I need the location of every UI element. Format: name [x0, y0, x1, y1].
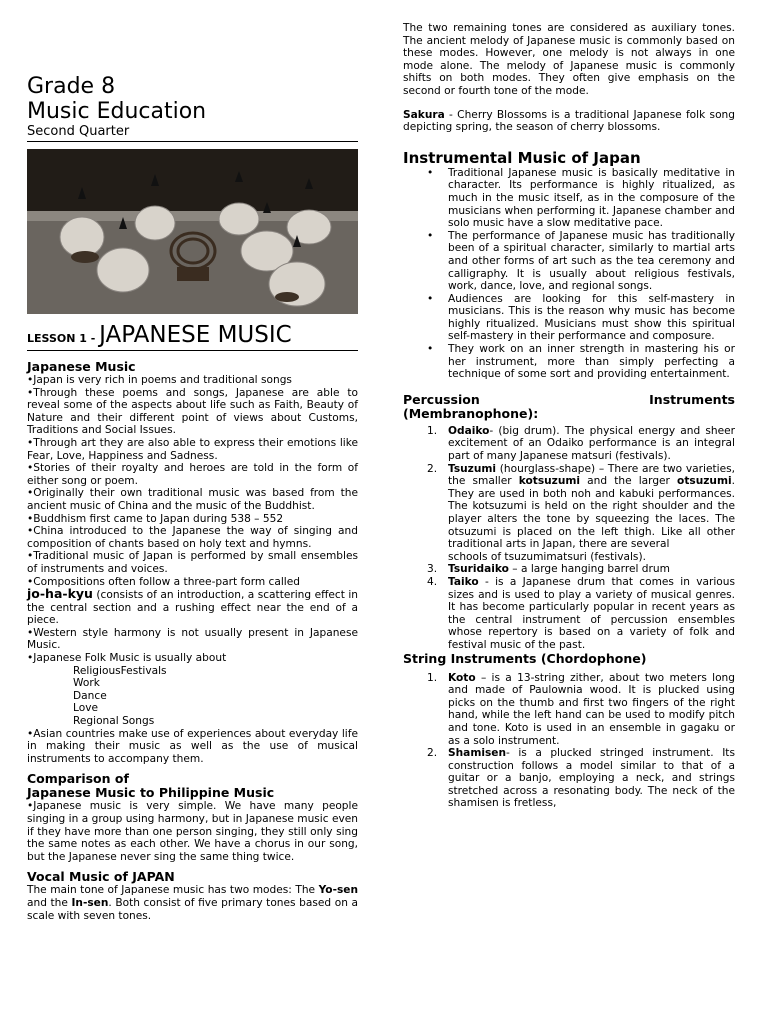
lesson-title: JAPANESE MUSIC	[99, 322, 292, 348]
text: Percussion	[403, 391, 480, 407]
paragraph	[27, 884, 358, 922]
paragraph: •Compositions often follow a three-part form called	[27, 575, 300, 588]
string-heading: String Instruments (Chordophone)	[403, 650, 647, 666]
paragraph	[27, 588, 358, 627]
japanese-music-heading: Japanese Music	[27, 359, 136, 374]
comparison-heading: Japanese Music to Philippine Music	[27, 785, 275, 801]
paragraph: The two remaining tones are considered as auxiliary tones. The ancient melody of Japanese music is commonly based on these modes. However, one melody is not always in one mode alone. The melody of Japanese music is commonly shifts on both modes. They often give emphasis on the second or fourth tone of the mode.	[403, 22, 735, 97]
text: . Both consist of five primary tones based on a scale with seven tones.	[27, 896, 358, 922]
text: . They are used in both noh and kabuki performances. The kotsuzumi is held on the right shoulder and the player alters the tone by squeezing the laces. The otsuzumi is placed on the left thigh. Like all other traditional arts in Japan, there are several	[448, 475, 735, 551]
list-item: • The performance of Japanese music has traditionally been of a spiritual character, similarly to martial arts and other forms of art such as the tea ceremony and calligraphy. It is usually about religious festivals, work, dance, love, and regional songs.	[448, 230, 735, 293]
percussion-list	[403, 425, 735, 652]
text: and the larger	[580, 475, 678, 488]
list-item	[427, 671, 735, 748]
term: Shamisen	[448, 747, 507, 760]
list-item: Dance	[73, 689, 107, 702]
list-item: • Traditional Japanese music is basically meditative in character. Its performance is highly ritualized, as much in the music itself, as in the composure of the musicians when performing it. Japanese chamber and solo music have a slow meditative pace.	[448, 167, 735, 230]
in-sen-term: In-sen	[71, 896, 109, 909]
paragraph: •Buddhism first came to Japan during 538 – 552	[27, 512, 284, 525]
percussion-subheading: (Membranophone):	[403, 405, 539, 421]
number: 3.	[427, 563, 438, 576]
term: Odaiko	[448, 424, 490, 437]
text: - is a plucked stringed instrument. Its construction follows a model similar to that of a guitar or a banjo, employing a neck, and strings stretched across a resonating body. The neck of the shamisen is fretless,	[448, 747, 735, 810]
list-item: • They work on an inner strength in mastering his or her instrument, more than simply perfecting a technique of some sort and providing entertainment.	[448, 343, 735, 381]
paragraph	[403, 109, 735, 134]
paragraph: •Through art they are also able to express their emotions like Fear, Love, Happiness and Sadness.	[27, 436, 358, 462]
term: Tsuridaiko	[448, 563, 509, 576]
gagaku-performance-photo	[27, 149, 358, 314]
number: 2.	[427, 747, 438, 760]
percussion-heading	[403, 393, 735, 407]
jo-ha-kyu-term: jo-ha-kyu	[27, 586, 93, 602]
jo-ha-kyu-text: (consists of an introduction, a scattering effect in the central section and a rushing effect near the end of a piece.	[27, 589, 358, 627]
text: (hourglass-shape) – There are two varieties, the smaller	[448, 462, 735, 488]
paragraph: •Originally their own traditional music was based from the ancient music of China and the music of the Buddhist.	[27, 487, 358, 512]
paragraph: •Stories of their royalty and heroes are told in the form of either song or poem.	[27, 462, 358, 487]
paragraph: •Japanese music is very simple. We have many people singing in a group using harmony, but in Japanese music even if they have more than one person singing, they still only sing the same notes as each other. We have a chorus in our song, but the Japanese never sing the same thing twice.	[27, 800, 358, 863]
folk-topics-list	[73, 665, 358, 728]
list-item: Love	[73, 702, 98, 715]
text: - is a Japanese drum that comes in various sizes and is used to play a variety of musical genres. It has become particularly popular in recent years as the central instrument of percussion ensembles whose repertory is based on a variety of folk and festival music of the past.	[448, 575, 735, 651]
text: Instruments	[649, 391, 735, 407]
vocal-heading: Vocal Music of JAPAN	[27, 869, 175, 885]
text: schools of tsuzumimatsuri (festivals).	[448, 550, 646, 563]
paragraph: •Through these poems and songs, Japanese are able to reveal some of the aspects about life such as Faith, Beauty of Nature and their different point of views about Customs, Traditions and Social Issues.	[27, 386, 358, 437]
lesson-prefix: LESSON 1 -	[27, 332, 100, 345]
paragraph: •Japan is very rich in poems and traditional songs	[27, 374, 292, 386]
term: Taiko	[448, 575, 479, 588]
paragraph: •China introduced to the Japanese the way of singing and composition of chants based on holy text and hymns.	[27, 525, 358, 550]
text: - Cherry Blossoms is a traditional Japanese folk song depicting spring, the season of cherry blossoms.	[403, 108, 735, 134]
list-item	[427, 747, 735, 810]
paragraph: •Western style harmony is not usually present in Japanese Music.	[27, 626, 358, 652]
text: – a large hanging barrel drum	[508, 563, 670, 576]
instrumental-heading: Instrumental Music of Japan	[403, 148, 641, 167]
list-item: Regional Songs	[73, 715, 155, 728]
lesson-heading	[27, 322, 358, 351]
text: - (big drum). The physical energy and sheer excitement of an Odaiko performance is an integral part of many Japanese matsuri (festivals).	[448, 424, 735, 463]
sakura-term: Sakura	[403, 108, 445, 121]
paragraph: •Japanese Folk Music is usually about	[27, 652, 227, 665]
comparison-heading: Comparison of	[27, 771, 129, 787]
number: 2.	[427, 462, 438, 475]
number: 4.	[427, 575, 438, 588]
instrumental-list	[403, 167, 735, 381]
text: and the	[27, 896, 72, 909]
term: Tsuzumi	[448, 462, 497, 475]
right-column	[403, 0, 735, 810]
list-item	[427, 563, 735, 576]
term: otsuzumi	[677, 475, 732, 488]
list-item	[427, 575, 735, 652]
number: 1.	[427, 424, 438, 437]
string-list	[403, 672, 735, 811]
text: – is a 13-string zither, about two meters long and made of Paulownia wood. It is plucked using picks on the thumb and first two fingers of the right hand, while the left hand can be used to modify pitch and tone. Koto is used in an ensemble in gagaku or as a solo instrument.	[448, 671, 735, 747]
quarter-label: Second Quarter	[27, 124, 358, 142]
yo-sen-term: Yo-sen	[318, 884, 358, 897]
text: The main tone of Japanese music has two modes: The	[27, 884, 319, 897]
list-item	[427, 462, 735, 564]
list-item	[427, 424, 735, 463]
list-item: Work	[73, 677, 100, 690]
list-item: • Audiences are looking for this self-mastery in musicians. This is the reason why music has become highly ritualized. Musicians must show this spiritual self-mastery in their performance and composure.	[448, 293, 735, 343]
term: Koto	[448, 671, 476, 684]
left-column	[27, 0, 358, 922]
term: kotsuzumi	[518, 475, 581, 488]
grade-title: Grade 8	[27, 74, 116, 99]
paragraph: •Traditional music of Japan is performed by small ensembles of instruments and voices.	[27, 550, 358, 575]
paragraph: •Asian countries make use of experiences about everyday life in making their music as well as the use of musical instruments to accompany them.	[27, 727, 358, 765]
list-item: ReligiousFestivals	[73, 664, 167, 677]
subject-title: Music Education	[27, 99, 207, 124]
number: 1.	[427, 671, 438, 684]
